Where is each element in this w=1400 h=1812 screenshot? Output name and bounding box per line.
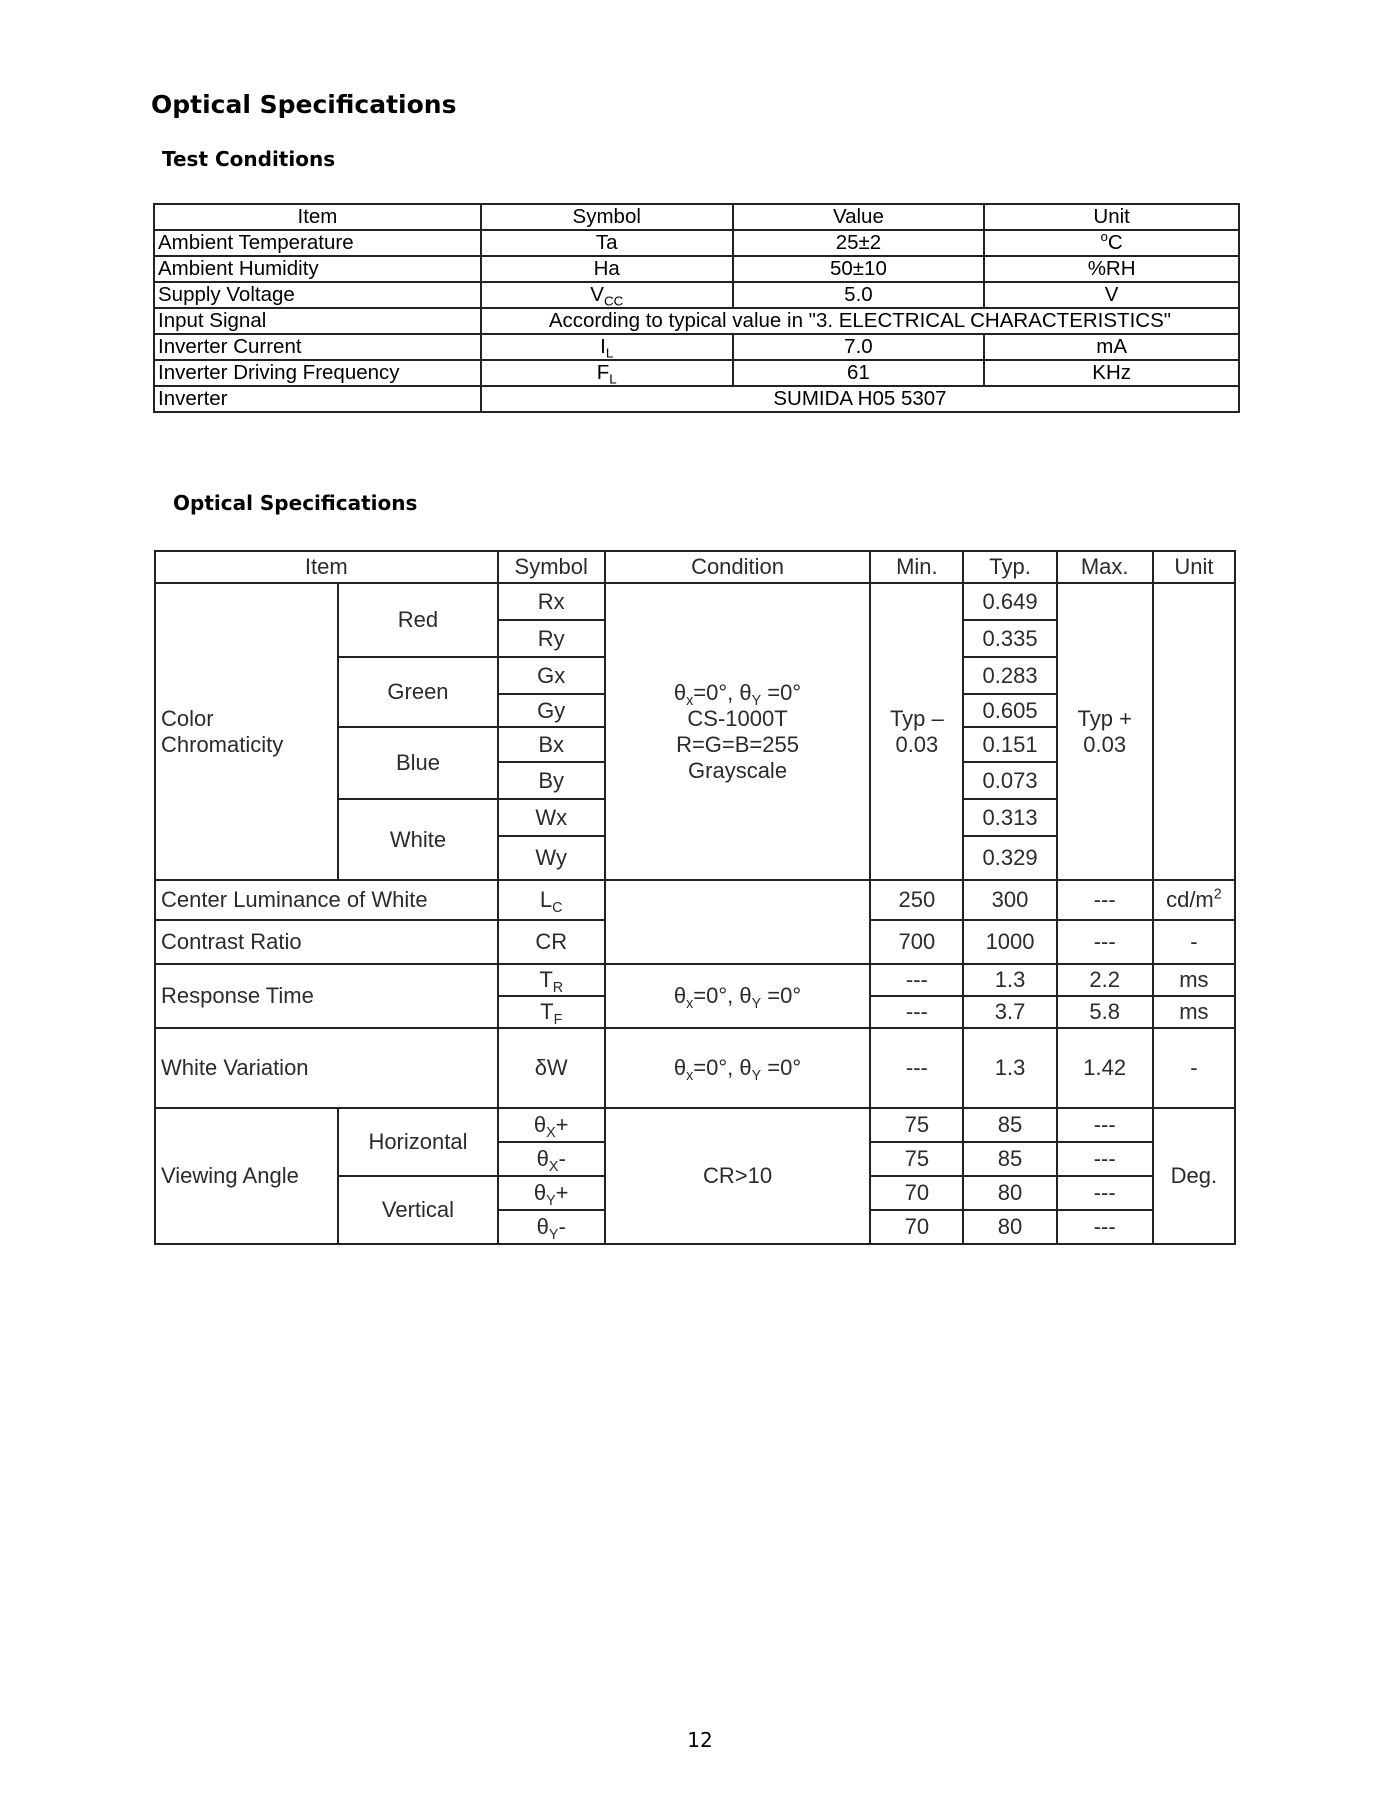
cell-typ: 0.605 [963,694,1056,727]
header-symbol: Symbol [481,204,733,230]
viewing-unit: Deg. [1153,1108,1235,1244]
horizontal-label: Horizontal [338,1108,497,1176]
cell-symbol: Ry [498,620,605,657]
cell-typ: 0.283 [963,657,1056,694]
cell-symbol: Rx [498,583,605,620]
cell-merged: SUMIDA H05 5307 [481,386,1239,412]
cell-typ: 85 [963,1142,1056,1176]
color-max: Typ + 0.03 [1057,583,1153,880]
cell-min: --- [870,996,963,1028]
table-header-row [154,204,1239,230]
cell-symbol: Ta [481,230,733,256]
table-row [154,230,1239,256]
cell-typ: 0.313 [963,799,1056,836]
page-number: 12 [687,1728,713,1752]
cell-item: Supply Voltage [154,282,481,308]
cell-value: 25±2 [733,230,985,256]
cell-typ: 0.329 [963,836,1056,880]
green-label: Green [338,657,497,727]
cell-unit: $^o$C [984,230,1239,256]
color-min: Typ – 0.03 [870,583,963,880]
color-unit [1153,583,1235,880]
cell-min: 700 [870,920,963,964]
color-condition: $\theta_x=0^\circ$, $\theta_Y =0^\circ$ CS-1000T R=G=B=255 Grayscale [605,583,870,880]
contrast-label: Contrast Ratio [155,920,498,964]
table-row [155,880,1235,920]
table-row [155,1028,1235,1108]
cell-max: --- [1057,1142,1153,1176]
cell-value: 50±10 [733,256,985,282]
header-item: Item [155,551,498,583]
vertical-label: Vertical [338,1176,497,1244]
cell-min: --- [870,964,963,996]
cell-max: 2.2 [1057,964,1153,996]
cell-symbol: Bx [498,727,605,762]
table-row [155,583,1235,620]
cell-typ: 0.151 [963,727,1056,762]
viewing-angle-label: Viewing Angle [155,1108,338,1244]
blue-label: Blue [338,727,497,799]
cell-symbol: Gy [498,694,605,727]
table-row [154,386,1239,412]
cell-unit: - [1153,1028,1235,1108]
cell-symbol: $V_{CC}$ [481,282,733,308]
cell-symbol: $\theta_Y-$ [498,1210,605,1244]
cell-symbol: Wx [498,799,605,836]
cell-item: Input Signal [154,308,481,334]
cell-symbol: Ha [481,256,733,282]
cell-unit: ms [1153,996,1235,1028]
cell-typ: 300 [963,880,1056,920]
optical-specs-table [154,550,1236,1245]
cell-symbol: $\theta_Y+$ [498,1176,605,1210]
cell-value: 7.0 [733,334,985,360]
response-condition: $\theta_x=0^\circ$, $\theta_Y =0^\circ$ [605,964,870,1028]
cell-min: 70 [870,1210,963,1244]
cell-max: --- [1057,1210,1153,1244]
cell-max: 5.8 [1057,996,1153,1028]
header-max: Max. [1057,551,1153,583]
cell-symbol: By [498,762,605,799]
table-row [154,282,1239,308]
white-variation-condition: $\theta_x=0^\circ$, $\theta_Y =0^\circ$ [605,1028,870,1108]
viewing-condition: CR>10 [605,1108,870,1244]
cell-min: 250 [870,880,963,920]
cell-typ: 0.335 [963,620,1056,657]
cell-min: 75 [870,1142,963,1176]
cell-unit: KHz [984,360,1239,386]
cell-symbol: Wy [498,836,605,880]
cell-symbol: $T_F$ [498,996,605,1028]
cell-item: Ambient Humidity [154,256,481,282]
header-typ: Typ. [963,551,1056,583]
page-title: Optical Specifications [151,90,457,119]
test-conditions-table [153,203,1240,413]
cell-max: --- [1057,880,1153,920]
cell-symbol: $\theta_X+$ [498,1108,605,1142]
red-label: Red [338,583,497,657]
cell-unit: ms [1153,964,1235,996]
cell-unit: %RH [984,256,1239,282]
cell-typ: 80 [963,1210,1056,1244]
cell-unit: mA [984,334,1239,360]
cell-max: --- [1057,1176,1153,1210]
header-condition: Condition [605,551,870,583]
luminance-label: Center Luminance of White [155,880,498,920]
optical-specs-heading: Optical Specifications [173,491,418,515]
cell-unit: $cd/m^2$ [1153,880,1235,920]
table-row [154,308,1239,334]
cell-value: 5.0 [733,282,985,308]
cell-symbol: $F_L$ [481,360,733,386]
cell-min: --- [870,1028,963,1108]
cell-symbol: $T_R$ [498,964,605,996]
cell-typ: 0.073 [963,762,1056,799]
cell-min: 70 [870,1176,963,1210]
cell-symbol: $I_L$ [481,334,733,360]
cell-symbol: CR [498,920,605,964]
cell-min: 75 [870,1108,963,1142]
table-row [155,1108,1235,1142]
cell-max: 1.42 [1057,1028,1153,1108]
cell-typ: 80 [963,1176,1056,1210]
table-header-row [155,551,1235,583]
cell-unit: V [984,282,1239,308]
cell-item: Inverter Current [154,334,481,360]
table-row [154,360,1239,386]
cell-merged: According to typical value in "3. ELECTRICAL CHARACTERISTICS" [481,308,1239,334]
header-value: Value [733,204,985,230]
white-variation-label: White Variation [155,1028,498,1108]
cell-unit: - [1153,920,1235,964]
header-unit: Unit [1153,551,1235,583]
cell-symbol: Gx [498,657,605,694]
white-label: White [338,799,497,880]
color-chromaticity-label: Color Chromaticity [155,583,338,880]
cell-typ: 85 [963,1108,1056,1142]
cell-value: 61 [733,360,985,386]
cell-max: --- [1057,1108,1153,1142]
test-conditions-heading: Test Conditions [162,147,336,171]
cell-symbol: $L_C$ [498,880,605,920]
header-min: Min. [870,551,963,583]
cell-item: Inverter [154,386,481,412]
cell-symbol: $\theta_X-$ [498,1142,605,1176]
cell-typ: 0.649 [963,583,1056,620]
header-item: Item [154,204,481,230]
cell-symbol: δW [498,1028,605,1108]
cell-item: Inverter Driving Frequency [154,360,481,386]
cell-typ: 1.3 [963,964,1056,996]
luminance-condition [605,880,870,964]
cell-typ: 3.7 [963,996,1056,1028]
table-row [154,256,1239,282]
cell-item: Ambient Temperature [154,230,481,256]
table-row [155,964,1235,996]
table-row [154,334,1239,360]
header-symbol: Symbol [498,551,605,583]
cell-typ: 1.3 [963,1028,1056,1108]
header-unit: Unit [984,204,1239,230]
response-label: Response Time [155,964,498,1028]
cell-typ: 1000 [963,920,1056,964]
cell-max: --- [1057,920,1153,964]
